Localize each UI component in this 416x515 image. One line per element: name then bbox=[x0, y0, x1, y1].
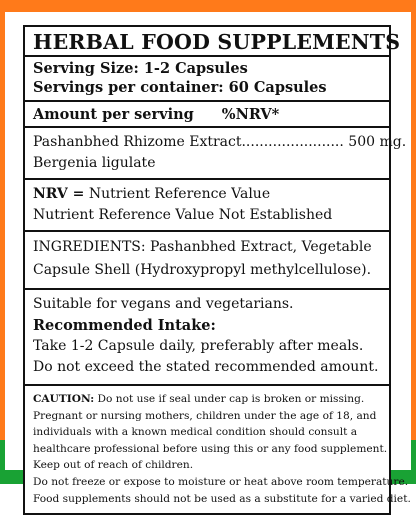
recommended-intake-heading: Recommended Intake: bbox=[33, 317, 216, 334]
vegan-statement: Suitable for vegans and vegetarians. bbox=[33, 296, 294, 312]
servings-per-container: Servings per container: 60 Capsules bbox=[33, 79, 327, 96]
serving-info bbox=[25, 57, 389, 102]
nrv-definition bbox=[33, 184, 381, 205]
caution-line2: Pregnant or nursing mothers, children under the age of 18, and bbox=[33, 409, 377, 422]
intake-line1: Take 1-2 Capsule daily, preferably after meals. bbox=[33, 338, 364, 354]
caution-section bbox=[25, 386, 411, 513]
usage-section bbox=[25, 290, 389, 386]
frame-green-right bbox=[411, 440, 416, 484]
ingredients-section bbox=[25, 232, 389, 290]
caution-line6: Do not freeze or expose to moisture or heat above room temperature. bbox=[33, 475, 409, 488]
supplement-label bbox=[23, 25, 411, 515]
caution-label: CAUTION: bbox=[33, 393, 95, 405]
nrv-percent-header: %NRV* bbox=[221, 106, 280, 123]
nrv-term-definition: Nutrient Reference Value bbox=[84, 186, 271, 202]
caution-text1: Do not use if seal under cap is broken or missing. bbox=[94, 393, 365, 405]
nrv-term: NRV = bbox=[33, 186, 85, 202]
caution-line4: healthcare professional before using this or any food supplement. bbox=[33, 442, 388, 455]
intake-line2: Do not exceed the stated recommended amount. bbox=[33, 359, 379, 375]
frame-green-left bbox=[0, 440, 5, 484]
extract-botanical-name: Bergenia ligulate bbox=[33, 155, 156, 171]
nrv-section bbox=[25, 180, 389, 232]
extract-section bbox=[25, 128, 407, 180]
nrv-note: Nutrient Reference Value Not Established bbox=[33, 207, 333, 223]
serving-size: Serving Size: 1-2 Capsules bbox=[33, 60, 248, 77]
extract-line: Pashanbhed Rhizome Extract....................... 500 mg. bbox=[33, 134, 407, 150]
caution-line1 bbox=[33, 391, 381, 408]
caution-line3: individuals with a known medical condition should consult a bbox=[33, 426, 358, 439]
label-title: HERBAL FOOD SUPPLEMENTS bbox=[25, 27, 389, 57]
caution-line7: Food supplements should not be used as a substitute for a varied diet. bbox=[33, 492, 411, 505]
ingredients-line2: Capsule Shell (Hydroxypropyl methylcellulose). bbox=[33, 262, 372, 278]
amount-header bbox=[25, 102, 389, 128]
amount-per-serving: Amount per serving bbox=[33, 106, 194, 123]
ingredients-line1: INGREDIENTS: Pashanbhed Extract, Vegetable bbox=[33, 239, 372, 255]
caution-line5: Keep out of reach of children. bbox=[33, 459, 194, 472]
